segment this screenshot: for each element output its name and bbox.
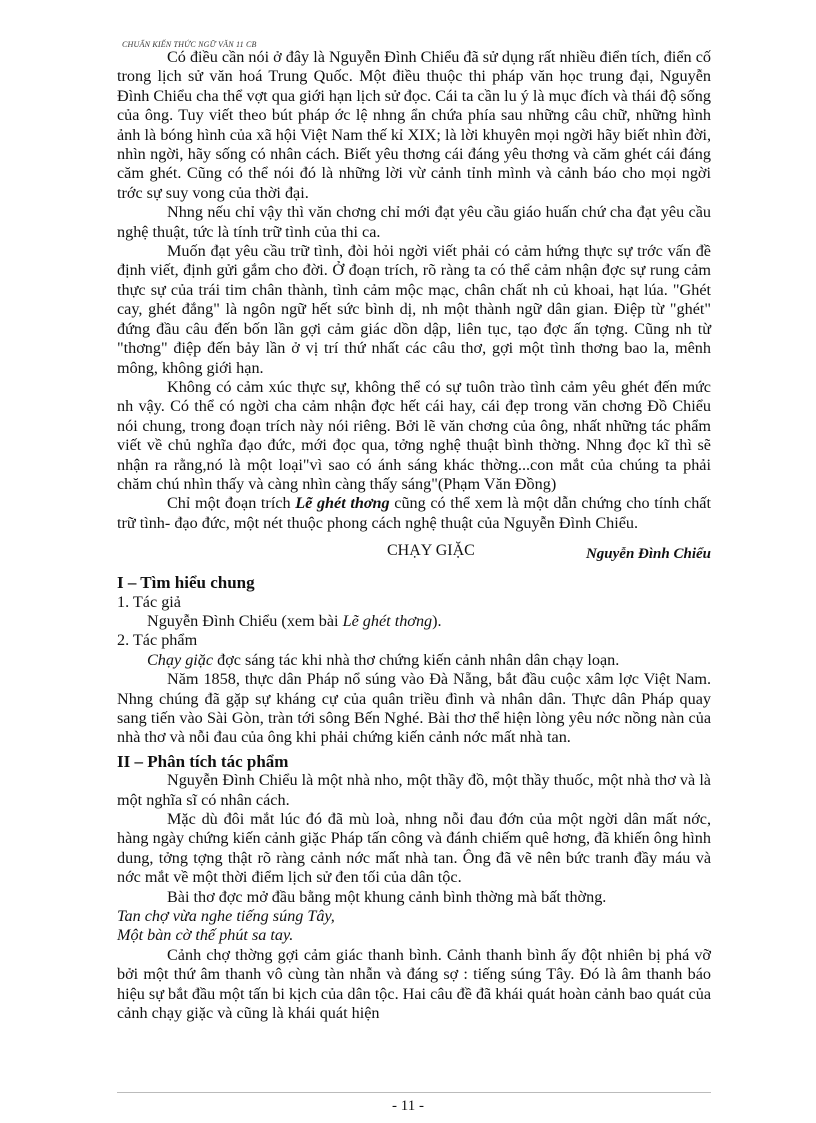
paragraph: Mặc dù đôi mắt lúc đó đã mù loà, nhng nỗi đau đớn của một ngời dân mất nớc, hàng ngày chứng kiến cảnh giặc Pháp tấn công và đánh chiếm quê hơng, đã khiến ông hình dung, tởng tợng thật rõ ràng cảnh nớc mất nhà tan. Ông đã vẽ nên bức tranh đầy máu và nớc mắt về một thời điểm lịch sử đen tối của dân tộc.	[117, 810, 711, 887]
paragraph: Có điều cần nói ở đây là Nguyễn Đình Chiểu đã sử dụng rất nhiều điển tích, điển cố trong lịch sử văn hoá Trung Quốc. Một điều thuộc thi pháp văn học trung đại, Nguyễn Đình Chiểu cha thể vợt qua giới hạn lịch sử đọc. Cái ta cần lu ý là mục đích và thái độ sống của ông. Tuy viết theo bút pháp ớc lệ nhng ẩn chứa phía sau những câu chữ, những hình ảnh là bóng hình của xã hội Việt Nam thế kỉ XIX; là lời khuyên mọi ngời hãy biết nhìn đời, nhìn ngời, hãy sống có nhân cách. Biết yêu thơng cái đáng yêu thơng và căm ghét cái đáng căm ghét. Cũng có thể nói đó là những lời vừ cảnh tỉnh mình và cảnh báo cho mọi ngời trớc sự suy vong của thời đại.	[117, 48, 711, 202]
poem-title-row	[117, 539, 711, 569]
document-body	[117, 48, 711, 1024]
work-title: Chạy giặc	[147, 650, 214, 669]
paragraph: Bài thơ đợc mở đầu bằng một khung cảnh bình thờng mà bất thờng.	[167, 887, 607, 906]
paragraph: Nhng nếu chỉ vậy thì văn chơng chỉ mới đạt yêu cầu giáo huấn chứ cha đạt yêu cầu nghệ thuật, tức là tính trữ tình của thi ca.	[117, 203, 711, 241]
subheading: 1. Tác giả	[117, 592, 181, 611]
paragraph: Nguyễn Đình Chiểu là một nhà nho, một thầy đồ, một thầy thuốc, một nhà thơ và là một nghĩa sĩ có nhân cách.	[117, 771, 711, 809]
text-run: ).	[432, 611, 442, 630]
text-run: cũng có thể xem là một dẫn chứng cho tính chất trữ tình- đạo đức, một nét thuộc phong cách nghệ thuật của Nguyễn Đình Chiểu.	[117, 494, 711, 532]
paragraph: Không có cảm xúc thực sự, không thể có sự tuôn trào tình cảm yêu ghét đến mức nh vậy. Có thể có ngời cha cảm nhận đợc hết cái hay, cái đẹp trong văn chơng Đồ Chiểu nói chung, trong đoạn trích này nói riêng. Bởi lẽ văn chơng của ông, nhất những tác phẩm viết về chủ nghĩa đạo đức, mới đọc qua, tởng nghệ thuật bình thờng. Nhng đọc kĩ thì sẽ nhận ra rằng,nó là một loại"vì sao có ánh sáng khác thờng...con mắt của chúng ta phải chăm chú nhìn thấy và càng nhìn càng thấy sáng"(Phạm Văn Đồng)	[117, 377, 711, 493]
section-heading: II – Phân tích tác phẩm	[117, 751, 289, 771]
work-title: Lẽ ghét thơng	[342, 611, 433, 630]
text-run: Chỉ một đoạn trích	[167, 494, 296, 513]
footer-divider	[117, 1092, 711, 1093]
work-title: Lẽ ghét thơng	[295, 494, 390, 513]
poem-line: Tan chợ vừa nghe tiếng súng Tây,	[117, 907, 335, 926]
page-header: CHUẨN KIẾN THỨC NGỮ VĂN 11 CB	[122, 40, 257, 49]
poem-title: CHẠY GIẶC	[387, 542, 475, 560]
subheading: 2. Tác phẩm	[117, 631, 198, 650]
section-heading: I – Tìm hiểu chung	[117, 573, 255, 593]
page-number: - 11 -	[392, 1098, 424, 1114]
poem-line: Một bàn cờ thế phút sa tay.	[117, 926, 294, 945]
paragraph	[147, 651, 711, 670]
paragraph: Cảnh chợ thờng gợi cảm giác thanh bình. Cảnh thanh bình ấy đột nhiên bị phá vỡ bởi một thứ âm thanh vô cùng tàn nhẫn và đáng sợ : tiếng súng Tây. Đó là âm thanh báo hiệu sự bắt đầu một tấn bi kịch của dân tộc. Hai câu đề đã khái quát hoàn cảnh bao quát của cảnh chạy giặc và cũng là khái quát hiện	[117, 945, 712, 1023]
text-run: Nguyễn Đình Chiểu (xem bài	[147, 611, 343, 630]
paragraph: Năm 1858, thực dân Pháp nổ súng vào Đà Nẵng, bắt đầu cuộc xâm lợc Việt Nam. Nhng chúng đã gặp sự kháng cự của quân triều đình và nhân dân. Thực dân Pháp quay sang tiến vào Sài Gòn, tràn tới sông Bến Nghé. Bài thơ thể hiện lòng yêu nớc nồng nàn của nhà thơ và nỗi đau của ông khi phải chứng kiến cảnh nớc mất nhà tan.	[117, 670, 711, 747]
paragraph	[117, 494, 711, 533]
text-run: đợc sáng tác khi nhà thơ chứng kiến cảnh nhân dân chạy loạn.	[213, 650, 620, 669]
paragraph: Muốn đạt yêu cầu trữ tình, đòi hỏi ngời viết phải có cảm hứng thực sự trớc vấn đề định viết, định gửi gắm cho đời. Ở đoạn trích, rõ ràng ta có thể cảm nhận đợc sự rung cảm thực sự của trái tim chân thành, tình cảm mộc mạc, chân chất nh củ khoai, hạt lúa. "Ghét cay, ghét đắng" là ngôn ngữ hết sức bình dị, nh một thành ngữ dân gian. Điệp từ "ghét" đứng đầu câu đến bốn lần gợi cảm giác dồn dập, liên tục, tạo đợc ấn tợng. Cũng nh từ "thơng" điệp đến bảy lần ở vị trí thứ nhất các câu thơ, gợi một tình thơng bao la, mênh mông, không giới hạn.	[117, 242, 711, 377]
paragraph	[147, 612, 711, 631]
author-name: Nguyễn Đình Chiểu	[585, 546, 711, 563]
